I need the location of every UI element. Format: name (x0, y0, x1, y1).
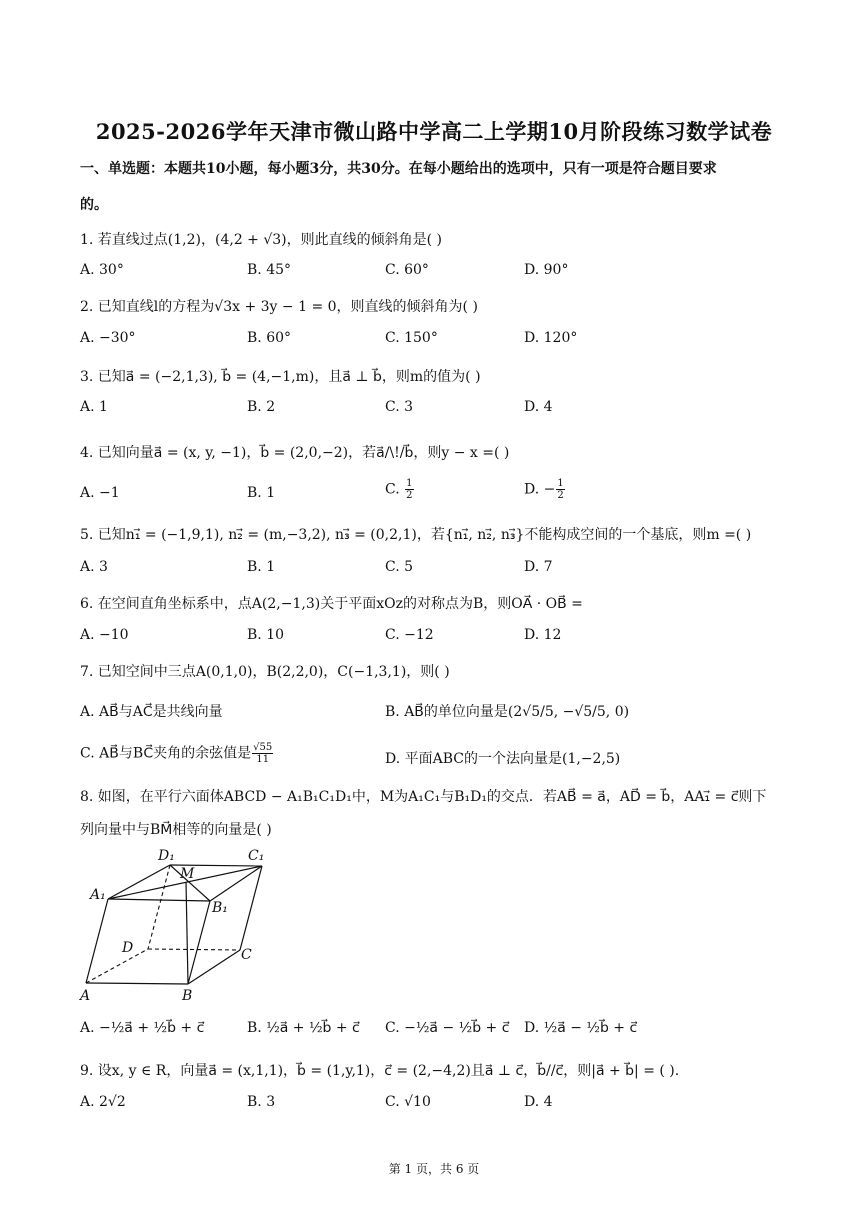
question-1-option-d: D. 90° (524, 262, 569, 278)
question-3-option-c: C. 3 (385, 399, 414, 415)
question-4-option-b: B. 1 (247, 485, 276, 501)
question-4-option-c-label: C. (385, 481, 405, 498)
question-3-option-b: B. 2 (247, 399, 276, 415)
page-title: 2025-2026学年天津市微山路中学高二上学期10月阶段练习数学试卷 (95, 119, 773, 144)
question-2-option-a: A. −30° (80, 330, 136, 346)
figure-label-b1: B₁ (212, 900, 228, 916)
question-5-option-c: C. 5 (385, 559, 414, 575)
figure-label-a1: A₁ (90, 887, 106, 903)
question-5-option-b: B. 1 (247, 559, 276, 575)
question-6-option-c: C. −12 (385, 627, 434, 643)
question-4-stem: 4. 已知向量a⃗ = (x, y, −1)，b⃗ = (2,0,−2)，若a⃗/\!/b⃗，则y − x =( ) (80, 445, 510, 461)
question-9-option-c: C. √10 (385, 1094, 431, 1110)
question-4-option-a: A. −1 (80, 485, 120, 501)
question-9-option-b: B. 3 (247, 1094, 276, 1110)
question-2-stem: 2. 已知直线l的方程为√3x + 3y − 1 = 0，则直线的倾斜角为( ) (80, 299, 478, 315)
question-7-stem: 7. 已知空间中三点A(0,1,0)，B(2,2,0)，C(−1,3,1)，则( ) (80, 664, 450, 680)
question-1-option-b: B. 45° (247, 262, 292, 278)
question-3-stem: 3. 已知a⃗ = (−2,1,3), b⃗ = (4,−1,m)，且a⃗ ⊥ b⃗，则m的值为( ) (80, 369, 481, 385)
question-8-stem-line1: 8. 如图，在平行六面体ABCD − A₁B₁C₁D₁中，M为A₁C₁与B₁D₁的交点．若AB⃗ = a⃗，AD⃗ = b⃗，AA₁⃗ = c⃗则下 (80, 789, 767, 805)
question-3-option-a: A. 1 (80, 399, 108, 415)
question-7-option-a: A. AB⃗与AC⃗是共线向量 (80, 704, 223, 720)
question-2-option-d: D. 120° (524, 330, 578, 346)
figure-label-c1: C₁ (248, 848, 265, 864)
question-7-option-b-vector: (2√5/5, −√5/5, 0) (507, 704, 630, 720)
figure-label-d1: D₁ (158, 848, 175, 864)
fraction-denominator: 2 (406, 490, 413, 501)
question-9-option-a: A. 2√2 (80, 1094, 126, 1110)
figure-label-m: M (180, 866, 195, 882)
question-9-stem: 9. 设x, y ∈ R，向量a⃗ = (x,1,1)，b⃗ = (1,y,1)，c⃗ = (2,−4,2)且a⃗ ⊥ c⃗，b⃗//c⃗，则|a⃗ + b⃗| = ( ). (80, 1063, 680, 1079)
question-6-stem: 6. 在空间直角坐标系中，点A(2,−1,3)关于平面xOz的对称点为B，则OA⃗ · OB⃗ = (80, 596, 583, 612)
fraction-denominator: 2 (557, 490, 564, 501)
question-8-option-c: C. −½a⃗ − ½b⃗ + c⃗ (385, 1020, 510, 1036)
question-3-option-d: D. 4 (524, 399, 553, 415)
fraction-numerator: √55 (253, 742, 273, 753)
question-7-option-b-label: B. AB⃗的单位向量是 (385, 704, 508, 720)
question-5-option-d: D. 7 (524, 559, 553, 575)
question-4-option-d (524, 478, 566, 501)
section-heading-line1: 一、单选题：本题共10小题，每小题3分，共30分。在每小题给出的选项中，只有一项是符合题目要求 (80, 161, 717, 177)
question-6-option-b: B. 10 (247, 627, 285, 643)
question-7-option-c (80, 742, 274, 765)
fraction (556, 478, 564, 501)
question-2-option-c: C. 150° (385, 330, 438, 346)
fraction-numerator: 1 (406, 478, 413, 489)
question-6-option-d: D. 12 (524, 627, 562, 643)
section-heading-line2: 的。 (80, 197, 108, 213)
question-7-option-c-label: C. AB⃗与BC⃗夹角的余弦值是 (80, 745, 252, 762)
question-1-stem: 1. 若直线过点(1,2)，(4,2 + √3)，则此直线的倾斜角是( ) (80, 232, 443, 248)
question-2-option-b: B. 60° (247, 330, 292, 346)
figure-label-d: D (122, 940, 134, 956)
fraction-denominator: 11 (256, 754, 270, 765)
page-footer: 第 1 页，共 6 页 (388, 1162, 480, 1176)
figure-label-c: C (241, 947, 252, 963)
question-4-option-c (385, 478, 415, 501)
question-1-option-c: C. 60° (385, 262, 429, 278)
figure-label-a: A (80, 988, 91, 1004)
parallelepiped-figure (76, 842, 276, 1004)
question-9-option-d: D. 4 (524, 1094, 553, 1110)
fraction-numerator: 1 (557, 478, 564, 489)
question-8-option-a: A. −½a⃗ + ½b⃗ + c⃗ (80, 1020, 205, 1036)
question-5-stem: 5. 已知n₁⃗ = (−1,9,1), n₂⃗ = (m,−3,2), n₃⃗ = (0,2,1)，若{n₁⃗, n₂⃗, n₃⃗}不能构成空间的一个基底，则m =( ) (80, 527, 752, 543)
question-8-option-b: B. ½a⃗ + ½b⃗ + c⃗ (247, 1020, 360, 1036)
question-5-option-a: A. 3 (80, 559, 108, 575)
question-7-option-d: D. 平面ABC的一个法向量是(1,−2,5) (385, 751, 621, 767)
question-1-option-a: A. 30° (80, 262, 124, 278)
fraction (405, 478, 413, 501)
fraction (252, 742, 273, 765)
question-7-option-b (385, 701, 629, 721)
question-4-option-d-label: D. − (524, 481, 556, 498)
question-8-stem-line2: 列向量中与BM⃗相等的向量是( ) (80, 822, 272, 838)
question-6-option-a: A. −10 (80, 627, 129, 643)
question-8-option-d: D. ½a⃗ − ½b⃗ + c⃗ (524, 1020, 638, 1036)
figure-label-b: B (182, 988, 193, 1004)
